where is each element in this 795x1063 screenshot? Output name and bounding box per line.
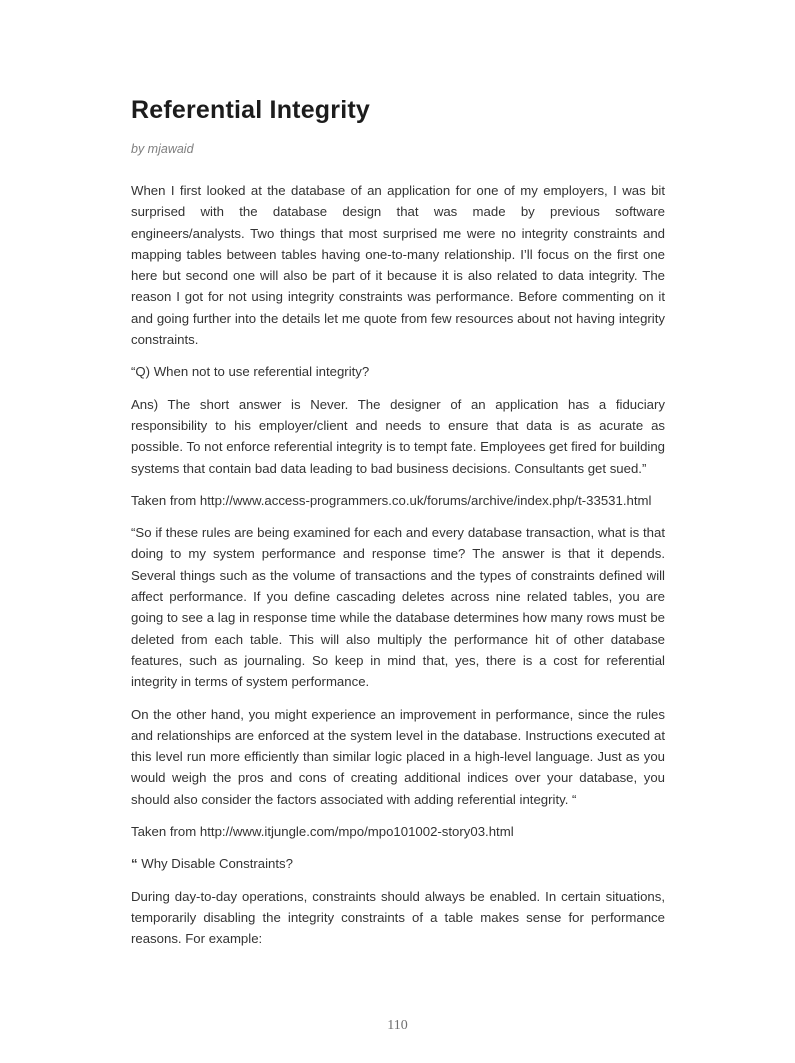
paragraph-quote-answer: Ans) The short answer is Never. The designer of an application has a fiduciary responsibility to his employer/client and needs to ensure that data is as acurate as possible. To not enforce referential integrity is to tempt fate. Employees get fired for building systems that contain bad data leading to bad business decisions. Consultants get sued.” [131,396,665,476]
paragraph-intro: When I first looked at the database of an application for one of my employers, I was bit surprised with the database design that was made by previous software engineers/analysts. Two things that most surprised me were no integrity constraints and mapping tables between tables having one-to-many relationship. I’ll focus on the first one here but second one will also be part of it because it is also related to data integrity. The reason I got for not using integrity constraints was performance. Before commenting on it and going further into the details let me quote from few resources about not having integrity constraints. [131,183,665,348]
article-body [131,180,665,950]
source-prefix: Taken from [131,492,197,508]
quote-mark: “ [131,856,138,872]
page-title: Referential Integrity [131,96,370,124]
paragraph-quote-performance-gain: On the other hand, you might experience an improvement in performance, since the rules and relationships are enforced at the system level in the database. Instructions executed at this level run more efficiently than similar logic placed in a high-level language. Just as you would weigh the pros and cons of creating additional indices over your database, you should also consider the factors associated with adding referential integrity. “ [131,706,665,807]
source-prefix: Taken from [131,824,197,840]
page-number: 110 [387,1018,408,1033]
byline: by mjawaid [131,142,194,156]
source-url: http://www.access-programmers.co.uk/forums/archive/index.php/t-33531.html [199,492,652,508]
paragraph-source-link-2 [131,821,665,842]
paragraph-why-disable-heading [131,853,665,874]
article [131,95,665,961]
why-disable-text: Why Disable Constraints? [137,856,293,872]
paragraph-source-link-1 [131,490,665,511]
paragraph-quote-performance-cost: “So if these rules are being examined for each and every database transaction, what is that doing to my system performance and response time? The answer is that it depends. Several things such as the volume of transactions and the types of constraints defined will affect performance. If you define cascading deletes across nine related tables, you are going to see a lag in response time while the database determines how many rows must be deleted from each table. This will also multiply the performance hit of other database features, such as journaling. So keep in mind that, yes, there is a cost for referential integrity in terms of system performance. [131,525,665,690]
paragraph-day-to-day: During day-to-day operations, constraints should always be enabled. In certain situations, temporarily disabling the integrity constraints of a table makes sense for performance reasons. For example: [131,888,665,947]
source-url: http://www.itjungle.com/mpo/mpo101002-story03.html [199,824,514,840]
paragraph-quote-question: “Q) When not to use referential integrity? [131,364,370,380]
